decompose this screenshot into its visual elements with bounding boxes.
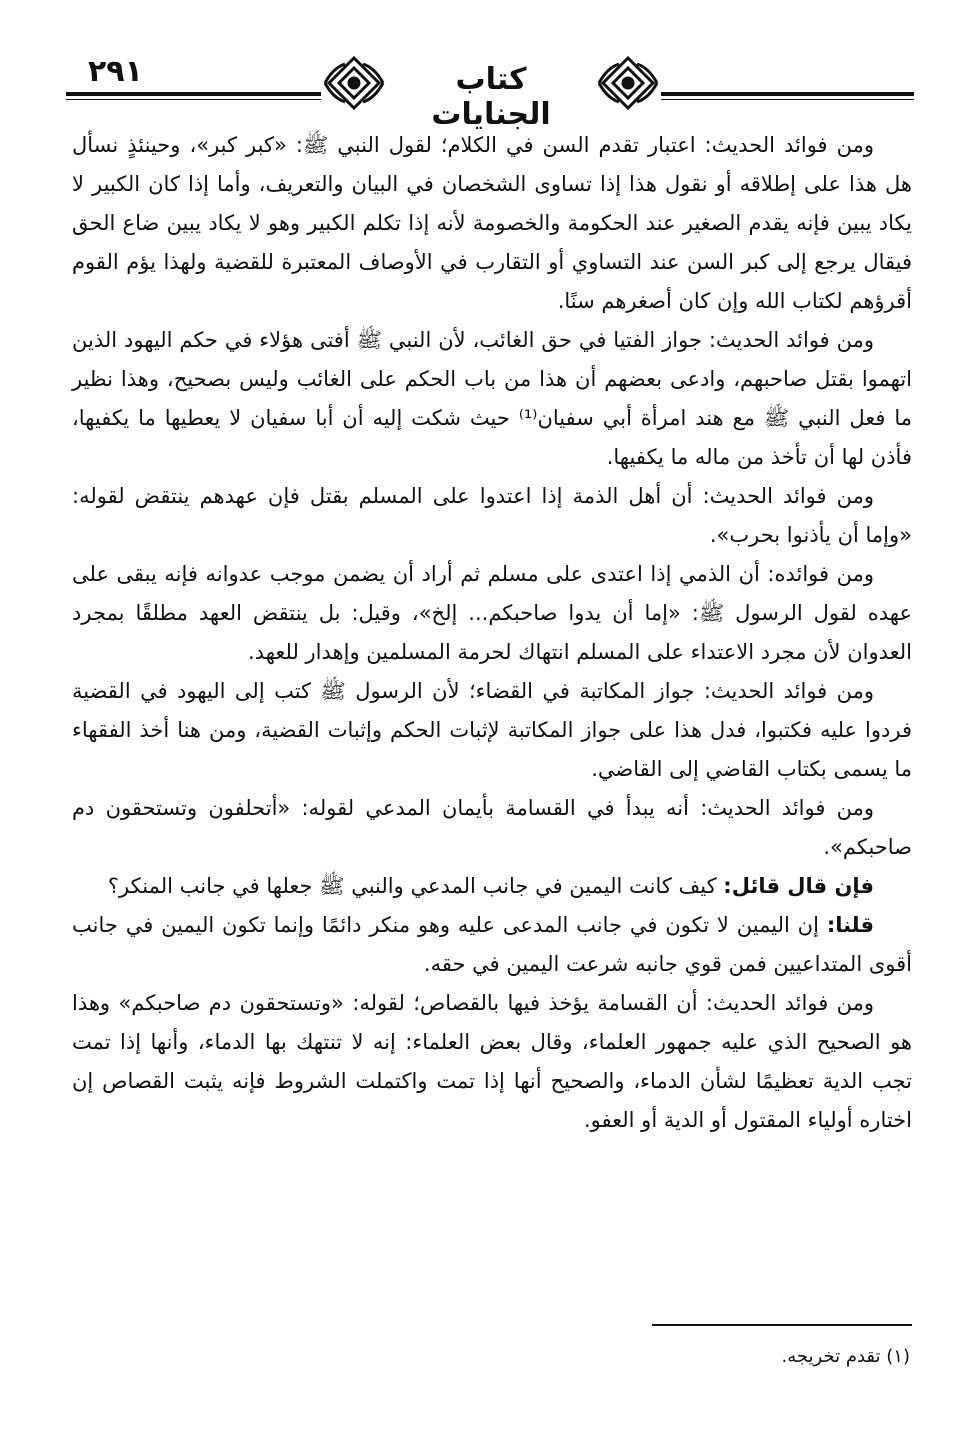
paragraph: ومن فوائد الحديث: اعتبار تقدم السن في الكلام؛ لقول النبي ﷺ: «كبر كبر»، وحينئذٍ نسأل هل هذا على إطلاقه أو نقول هذا إذا تساوى الشخصان في البيان والتعريف، وأما إذا كان الكبير لا يكاد يبين فإنه يقدم الصغير عند الحكومة والخصومة لأنه إذا تكلم الكبير وهو لا يكاد يبين ضاع الحق فيقال يرجع إلى كبر السن عند التساوي أو التقارب في الأوصاف المعتبرة للقضية ولهذا يؤم القوم أقرؤهم لكتاب الله وإن كان أصغرهم سنًا. — [72, 133, 912, 313]
page-header — [66, 40, 914, 132]
left-ornament-icon — [321, 54, 387, 112]
answer-text: إن اليمين لا تكون في جانب المدعى عليه وهو منكر دائمًا وإنما تكون اليمين في جانب أقوى المتداعيين فمن قوي جانبه شرعت اليمين في حقه. — [72, 913, 912, 976]
page-number: ٢٩١ — [82, 54, 149, 89]
question-lead: فإن قال قائل: — [723, 874, 874, 898]
main-text — [72, 126, 912, 1140]
paragraph: ومن فوائد الحديث: جواز المكاتبة في القضاء؛ لأن الرسول ﷺ كتب إلى اليهود في القضية فردوا عليه فكتبوا، فدل هذا على جواز المكاتبة لإثبات الحكم وإثبات القضية، ومن هنا أخذ الفقهاء ما يسمى بكتاب القاضي إلى القاضي. — [72, 679, 912, 781]
question-text: كيف كانت اليمين في جانب المدعي والنبي ﷺ جعلها في جانب المنكر؟ — [107, 874, 724, 898]
paragraph: ومن فوائد الحديث: أن القسامة يؤخذ فيها بالقصاص؛ لقوله: «وتستحقون دم صاحبكم» وهذا هو الصحيح الذي عليه جمهور العلماء، وقال بعض العلماء: إنه لا تنتهك بها الدماء، وأنها إذا تمت تجب الدية تعظيمًا لشأن الدماء، والصحيح أنها إذا تمت واكتملت الشروط فإنه يثبت القصاص إن اختاره أولياء المقتول أو الدية أو العفو. — [72, 991, 912, 1132]
paragraph: ومن فوائد الحديث: أنه يبدأ في القسامة بأيمان المدعي لقوله: «أتحلفون وتستحقون دم صاحبكم». — [72, 796, 912, 859]
footnote-separator — [652, 1324, 912, 1326]
paragraph: ومن فوائد الحديث: جواز الفتيا في حق الغائب، لأن النبي ﷺ أفتى هؤلاء في حكم اليهود الذين اتهموا بقتل صاحبهم، وادعى بعضهم أن هذا من باب الحكم على الغائب وليس بصحيح، وهذا نظير ما فعل النبي ﷺ مع هند امرأة أبي سفيان⁽¹⁾ حيث شكت إليه أن أبا سفيان لا يعطيها ما يكفيها، فأذن لها أن تأخذ من ماله ما يكفيها. — [72, 328, 913, 469]
paragraph: ومن فوائد الحديث: أن أهل الذمة إذا اعتدوا على المسلم بقتل فإن عهدهم ينتقض لقوله: «وإما أن يأذنوا بحرب». — [72, 484, 912, 547]
paragraph: ومن فوائده: أن الذمي إذا اعتدى على مسلم ثم أراد أن يضمن موجب عدوانه فإنه يبقى على عهده لقول الرسول ﷺ: «إما أن يدوا صاحبكم... إلخ»، وقيل: بل ينتقض العهد مطلقًا بمجرد العدوان لأن مجرد الاعتداء على المسلم انتهاك لحرمة المسلمين وإهدار للعهد. — [72, 562, 912, 664]
question-paragraph — [72, 867, 912, 906]
right-ornament-icon — [595, 54, 661, 112]
footnote: (١) تقدم تخريجه. — [781, 1346, 910, 1367]
chapter-title: كتاب الجنايات — [431, 62, 551, 132]
title-frame — [321, 54, 661, 132]
answer-lead: قلنا: — [826, 913, 874, 937]
answer-paragraph — [72, 906, 912, 984]
